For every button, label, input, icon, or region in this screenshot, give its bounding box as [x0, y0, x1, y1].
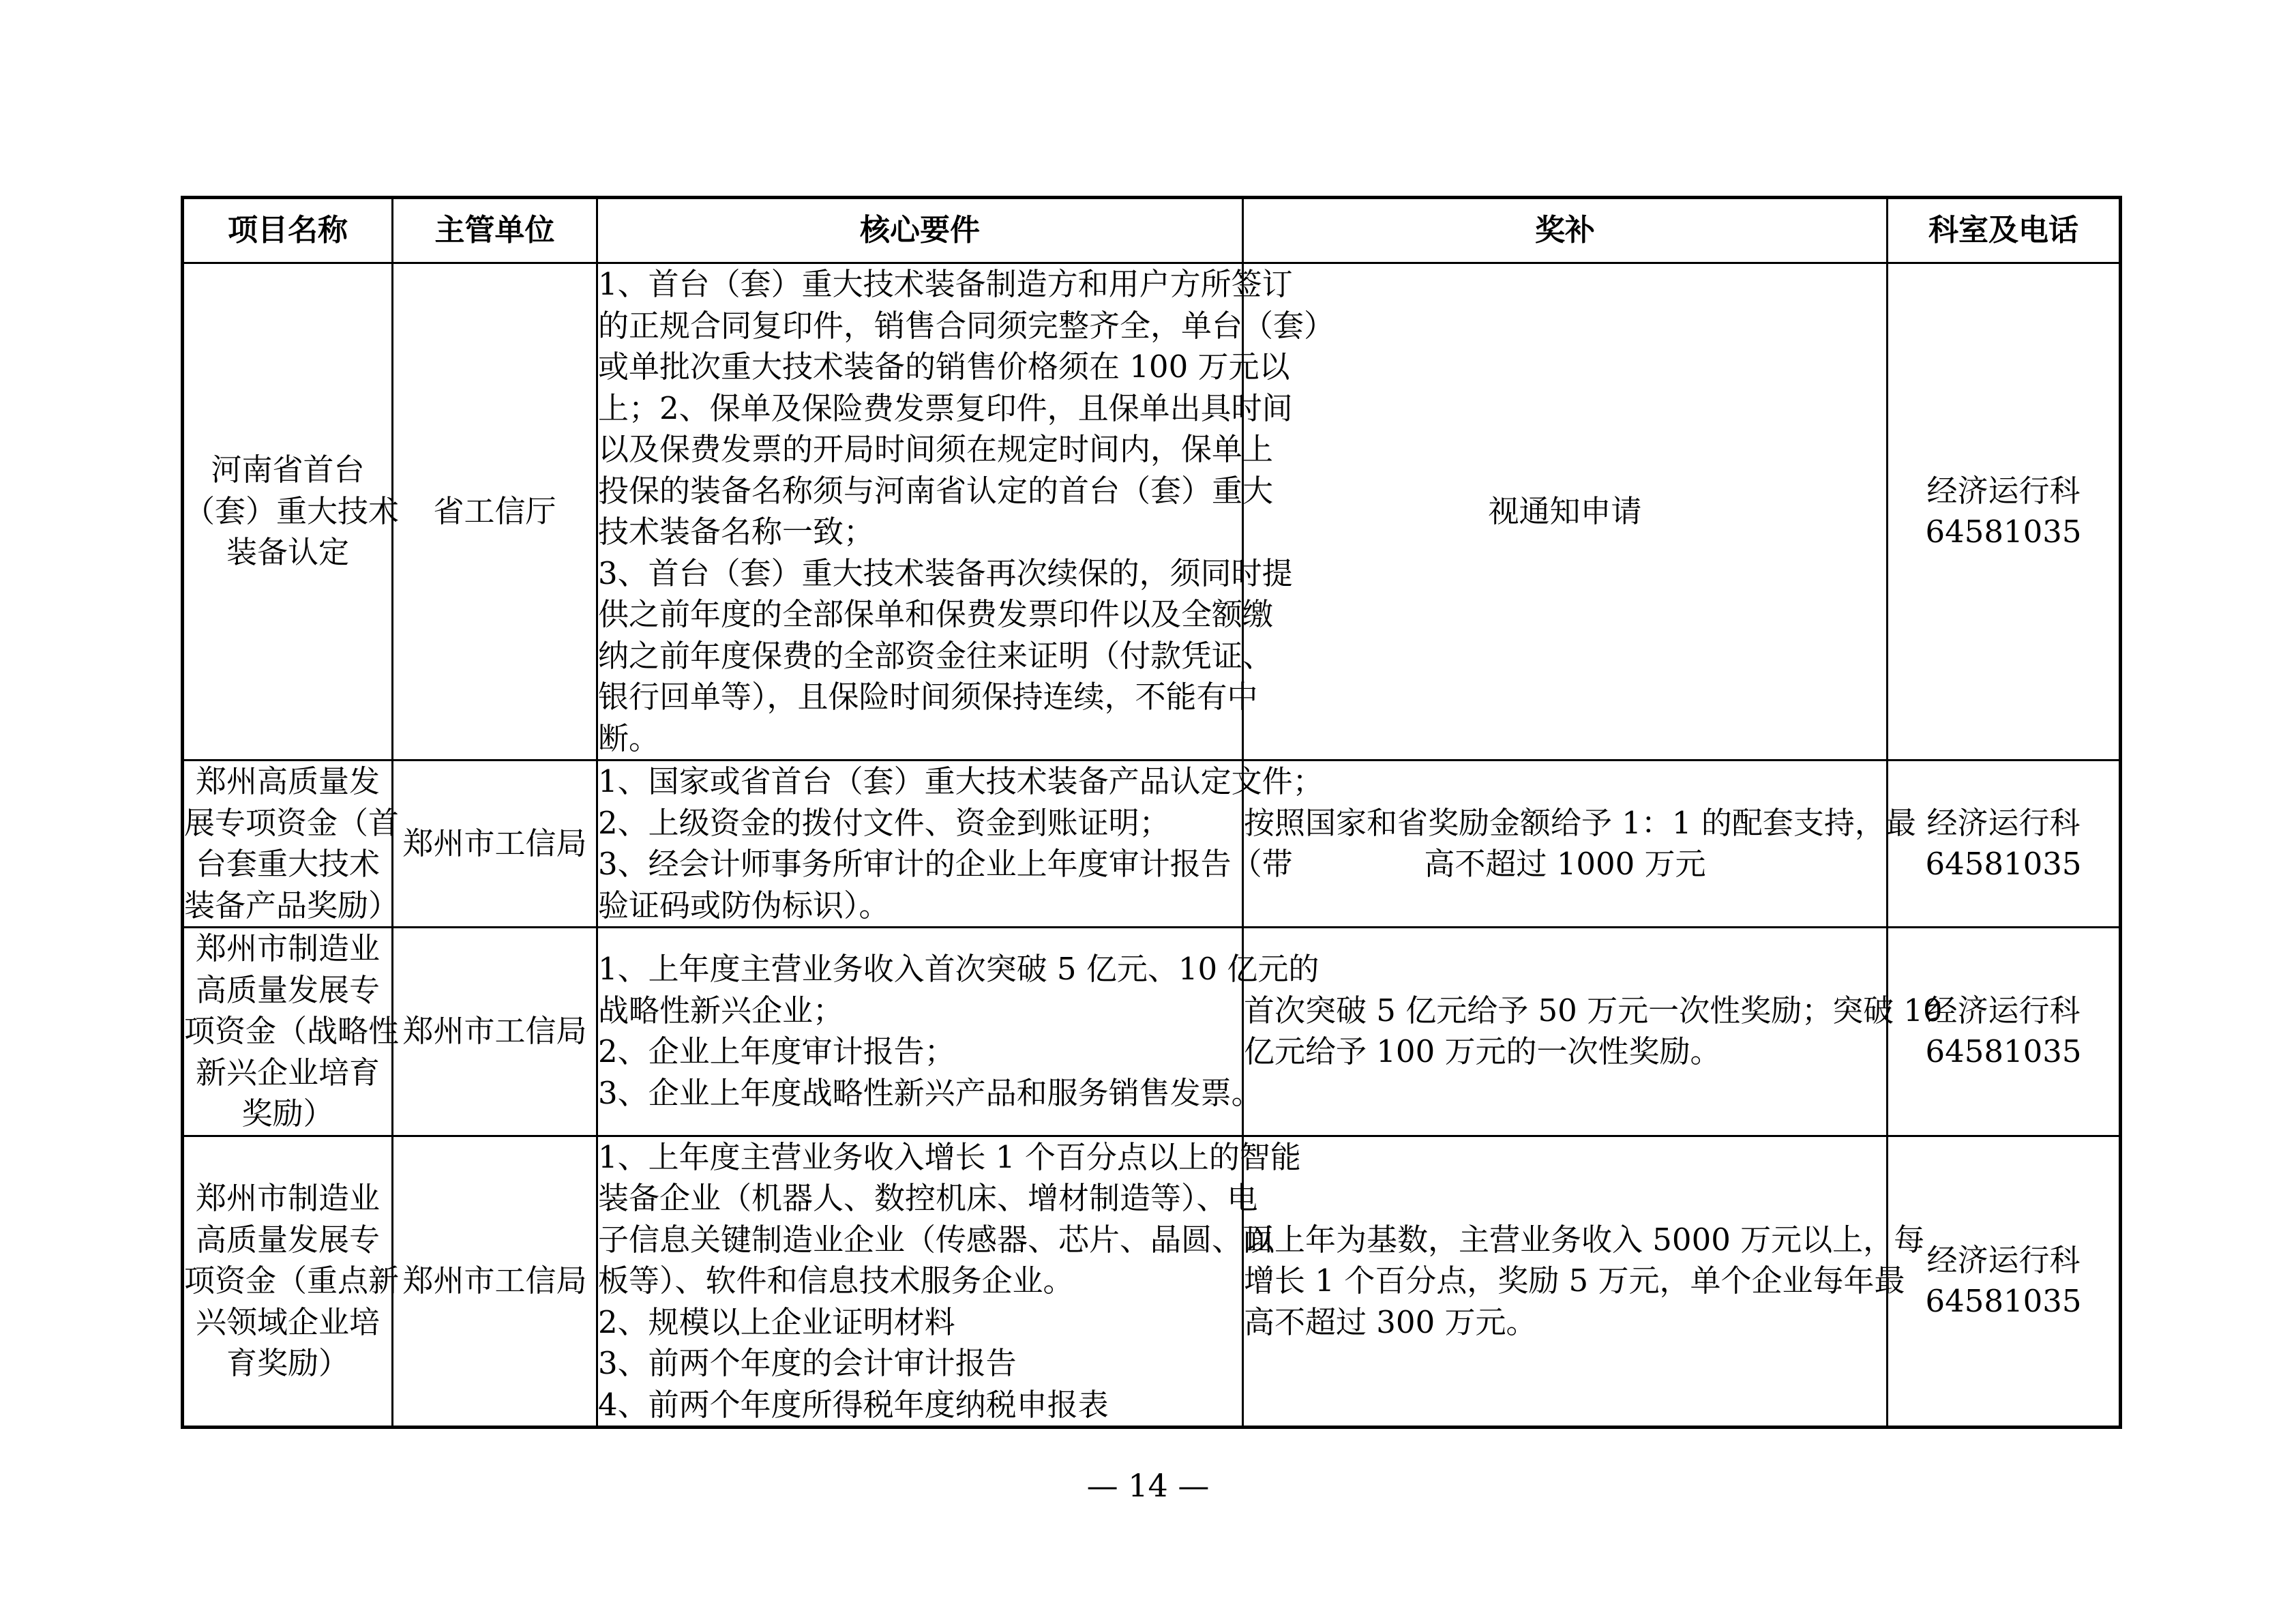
- reward-line: 高不超过 300 万元。: [1244, 1303, 1537, 1340]
- contact-phone: 64581035: [1925, 1033, 2082, 1070]
- reward-cell: [1243, 761, 1916, 928]
- requirement-line: 子信息关键制造业企业（传感器、芯片、晶圆、面: [598, 1221, 1274, 1258]
- requirement-line: 技术装备名称一致；: [598, 514, 875, 550]
- reward-line: 亿元给予 100 万元的一次性奖励。: [1244, 1033, 1721, 1070]
- requirement-line: 3、企业上年度战略性新兴产品和服务销售发票。: [598, 1074, 1262, 1111]
- table-row: [183, 761, 2121, 928]
- project-name-cell: [183, 263, 400, 761]
- project-name-line: 奖励）: [241, 1095, 334, 1132]
- department-cell: 郑州市工信局: [393, 928, 597, 1136]
- project-name-cell: [183, 928, 400, 1136]
- requirement-line: 银行回单等），且保险时间须保持连续，不能有中: [598, 679, 1258, 715]
- contact-phone: 64581035: [1925, 1283, 2082, 1320]
- reward-cell: [1243, 1136, 1925, 1428]
- contact-phone: 64581035: [1925, 514, 2082, 550]
- requirement-line: 3、前两个年度的会计审计报告: [598, 1345, 1017, 1381]
- table-header-row: [183, 198, 2121, 263]
- contact-department: 经济运行科: [1926, 804, 2081, 841]
- reward-line: 首次突破 5 亿元给予 50 万元一次性奖励；突破 10: [1244, 992, 1943, 1029]
- requirements-cell: [597, 761, 1324, 928]
- requirement-line: 装备企业（机器人、数控机床、增材制造等）、电: [598, 1180, 1258, 1216]
- contact-cell: [1888, 263, 2121, 761]
- requirement-line: 2、规模以上企业证明材料: [598, 1303, 955, 1340]
- requirement-line: 断。: [598, 720, 660, 756]
- contact-phone: 64581035: [1925, 846, 2082, 882]
- reward-cell: [1243, 928, 1943, 1136]
- requirement-line: 供之前年度的全部保单和保费发票印件以及全额缴: [598, 596, 1274, 632]
- requirement-line: 板等）、软件和信息技术服务企业。: [598, 1263, 1074, 1299]
- project-name-line: 郑州高质量发: [195, 763, 380, 799]
- reward-line: 增长 1 个百分点，奖励 5 万元，单个企业每年最: [1244, 1263, 1905, 1299]
- project-name-line: 高质量发展专: [195, 971, 380, 1008]
- reward-line: 以上年为基数，主营业务收入 5000 万元以上，每: [1244, 1221, 1925, 1258]
- requirements-cell: [597, 928, 1320, 1136]
- project-name-line: 项资金（战略性: [184, 1013, 400, 1049]
- project-name-line: 兴领域企业培: [195, 1303, 380, 1340]
- project-name-line: 郑州市制造业: [195, 1180, 380, 1216]
- department-cell: 郑州市工信局: [393, 1136, 597, 1428]
- requirements-cell: [597, 263, 1335, 761]
- table-row: [183, 263, 2121, 761]
- page-number: — 14 —: [1086, 1467, 1210, 1504]
- contact-department: 经济运行科: [1926, 1241, 2081, 1278]
- contact-cell: [1888, 1136, 2121, 1428]
- requirement-line: 2、企业上年度审计报告；: [598, 1033, 955, 1070]
- header-reward: 奖补: [1243, 198, 1888, 263]
- requirement-line: 1、上年度主营业务收入首次突破 5 亿元、10 亿元的: [598, 951, 1320, 988]
- header-department: 主管单位: [393, 198, 597, 263]
- project-name-line: 装备产品奖励）: [184, 887, 400, 924]
- contact-cell: [1888, 761, 2121, 928]
- department-cell: 省工信厅: [393, 263, 597, 761]
- project-name-line: 新兴企业培育: [195, 1054, 380, 1091]
- requirement-line: 1、上年度主营业务收入增长 1 个百分点以上的智能: [598, 1138, 1301, 1175]
- table-row: [183, 1136, 2121, 1428]
- header-contact: 科室及电话: [1888, 198, 2121, 263]
- requirement-line: 投保的装备名称须与河南省认定的首台（套）重大: [598, 472, 1274, 509]
- requirement-line: 的正规合同复印件，销售合同须完整齐全，单台（套）: [598, 307, 1335, 344]
- policy-table: [181, 196, 2122, 1429]
- requirement-line: 以及保费发票的开局时间须在规定时间内，保单上: [598, 431, 1274, 467]
- header-requirements: 核心要件: [597, 198, 1243, 263]
- reward-line: 高不超过 1000 万元: [1424, 846, 1706, 882]
- requirement-line: 纳之前年度保费的全部资金往来证明（付款凭证、: [598, 637, 1274, 674]
- requirement-line: 验证码或防伪标识）。: [598, 887, 890, 924]
- project-name-line: 项资金（重点新: [184, 1263, 400, 1299]
- requirement-line: 1、首台（套）重大技术装备制造方和用户方所签订: [598, 266, 1293, 302]
- requirement-line: 1、国家或省首台（套）重大技术装备产品认定文件；: [598, 763, 1324, 799]
- requirements-cell: [597, 1136, 1301, 1428]
- header-project-name: 项目名称: [183, 198, 393, 263]
- policy-table-container: [181, 196, 2119, 1429]
- project-name-cell: [183, 761, 400, 928]
- reward-line: 视通知申请: [1488, 492, 1642, 529]
- requirement-line: 3、首台（套）重大技术装备再次续保的，须同时提: [598, 555, 1293, 591]
- table-row: [183, 928, 2121, 1136]
- requirement-line: 战略性新兴企业；: [598, 992, 844, 1029]
- requirement-line: 4、前两个年度所得税年度纳税申报表: [598, 1386, 1109, 1423]
- project-name-cell: [183, 1136, 400, 1428]
- department-cell: 郑州市工信局: [393, 761, 597, 928]
- requirement-line: 上；2、保单及保险费发票复印件，且保单出具时间: [598, 389, 1293, 426]
- contact-department: 经济运行科: [1926, 472, 2081, 509]
- reward-cell: [1243, 263, 1888, 761]
- requirement-line: 或单批次重大技术装备的销售价格须在 100 万元以: [598, 349, 1290, 385]
- project-name-line: 台套重大技术: [195, 846, 380, 882]
- reward-line: 按照国家和省奖励金额给予 1：1 的配套支持，最: [1244, 804, 1916, 841]
- project-name-line: 展专项资金（首: [184, 804, 400, 841]
- project-name-line: （套）重大技术: [184, 492, 400, 529]
- project-name-line: 高质量发展专: [195, 1221, 380, 1258]
- requirement-line: 3、经会计师事务所审计的企业上年度审计报告（带: [598, 846, 1293, 882]
- project-name-line: 河南省首台: [211, 452, 365, 488]
- project-name-line: 育奖励）: [226, 1345, 349, 1381]
- requirement-line: 2、上级资金的拨付文件、资金到账证明；: [598, 804, 1170, 841]
- project-name-line: 郑州市制造业: [195, 930, 380, 966]
- contact-department: 经济运行科: [1926, 992, 2081, 1029]
- project-name-line: 装备认定: [226, 534, 349, 571]
- contact-cell: [1888, 928, 2121, 1136]
